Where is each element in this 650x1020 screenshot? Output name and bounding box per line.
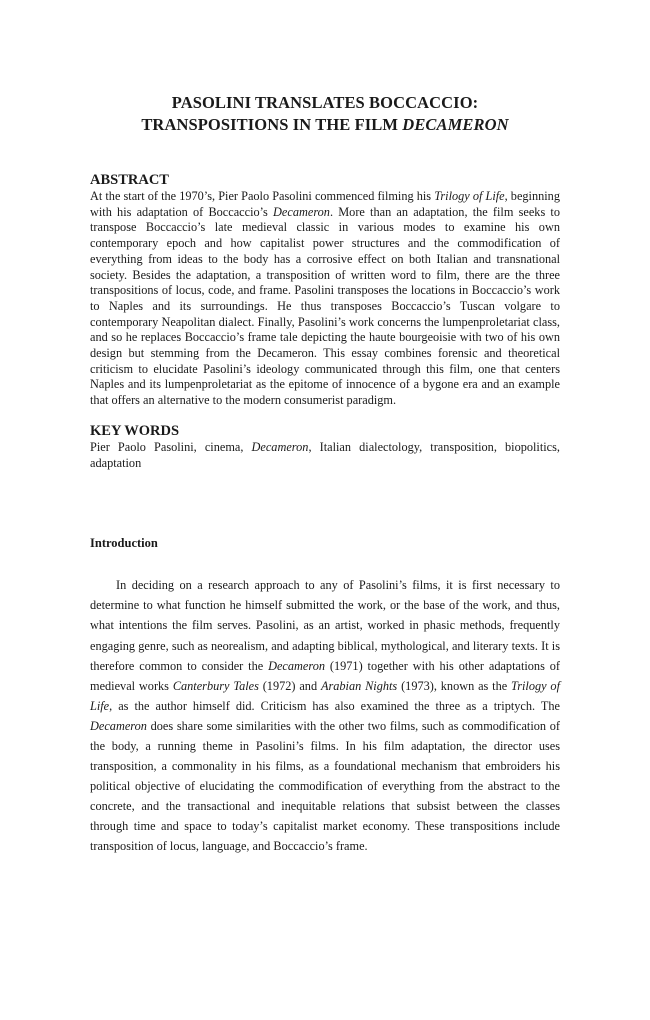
- title-line-2-text: TRANSPOSITIONS IN THE FILM: [141, 115, 403, 134]
- introduction-paragraph: [90, 575, 560, 856]
- intro-italic-4: Trilogy of Life: [90, 678, 560, 713]
- intro-text-2: (1971) together with his other adaptations of medieval works: [90, 658, 560, 693]
- intro-italic-5: Decameron: [90, 718, 147, 733]
- keywords-italic-1: Decameron: [251, 439, 309, 454]
- title-line-2: [90, 114, 560, 136]
- keywords-text-1: Pier Paolo Pasolini, cinema,: [90, 439, 252, 454]
- abstract-text-2: , beginning with his adaptation of Boccaccio’s: [90, 189, 560, 219]
- abstract-heading: ABSTRACT: [90, 172, 169, 188]
- intro-italic-2: Canterbury Tales: [172, 678, 259, 693]
- abstract-italic-2: Decameron: [273, 204, 330, 219]
- keywords-paragraph: [90, 440, 560, 471]
- paper-title: [90, 92, 560, 136]
- keywords-text-2: , Italian dialectology, transposition, biopolitics, adaptation: [90, 439, 560, 470]
- abstract-text-1: At the start of the 1970’s, Pier Paolo Pasolini commenced filming his: [90, 189, 435, 203]
- document-page: [0, 92, 650, 1020]
- intro-italic-1: Decameron: [268, 658, 325, 673]
- intro-text-5: , as the author himself did. Criticism has also examined the three as a triptych. The: [109, 698, 560, 713]
- intro-text-4: (1973), known as the: [397, 678, 512, 693]
- abstract-text-3: . More than an adaptation, the film seeks to transpose Boccaccio’s late medieval classic in various modes to examine his own contemporary epoch and how capitalist power structures and the commodification of everything from ideas to the body has a corrosive effect on both Italian and transnational society. Besides the adaptation, a transposition of written word to film, there are the three transpositions of locus, code, and frame. Pasolini transposes the locations in Boccaccio’s work to Naples and its surroundings. He thus transposes Boccaccio’s Tuscan volgare to contemporary Neapolitan dialect. Finally, Pasolini’s work concerns the lumpenproletariat class, and so he replaces Boccaccio’s frame tale depicting the haute bourgeoisie with two of his own design but stemming from the Decameron. This essay combines forensic and theoretical criticism to elucidate Pasolini’s ideology communicated through this film, one that centers Naples and its lumpenproletariat as the epitome of innocence of a bygone era and an example that offers an alternative to the modern consumerist paradigm.: [90, 204, 560, 408]
- title-line-1: PASOLINI TRANSLATES BOCCACCIO:: [171, 93, 479, 112]
- abstract-paragraph: [90, 189, 560, 409]
- intro-text-1: In deciding on a research approach to any of Pasolini’s films, it is first necessary to determine to what function he himself submitted the work, or the base of the work, and thus, what intentions the film serves. Pasolini, as an artist, worked in phasic methods, frequently engaging genre, such as neorealism, and adapting biblical, mythological, and literary texts. It is therefore common to consider the: [90, 578, 560, 673]
- introduction-heading: Introduction: [90, 536, 158, 551]
- keywords-heading: KEY WORDS: [90, 422, 180, 439]
- intro-italic-3: Arabian Nights: [320, 678, 398, 693]
- abstract-italic-1: Trilogy of Life: [434, 189, 505, 203]
- intro-text-6: does share some similarities with the other two films, such as commodification of the body, a running theme in Pasolini’s films. In his film adaptation, the director uses transposition, a commonality in his films, as a foundational mechanism that embroiders his political objective of elucidating the commodification of everything from the abstract to the concrete, and the transactional and inequitable relations that subsist between the classes through time and space to today’s capitalist market economy. These transpositions include transposition of locus, language, and Boccaccio’s frame.: [90, 718, 560, 854]
- title-film-name: DECAMERON: [402, 115, 509, 134]
- intro-text-3: (1972) and: [258, 678, 321, 693]
